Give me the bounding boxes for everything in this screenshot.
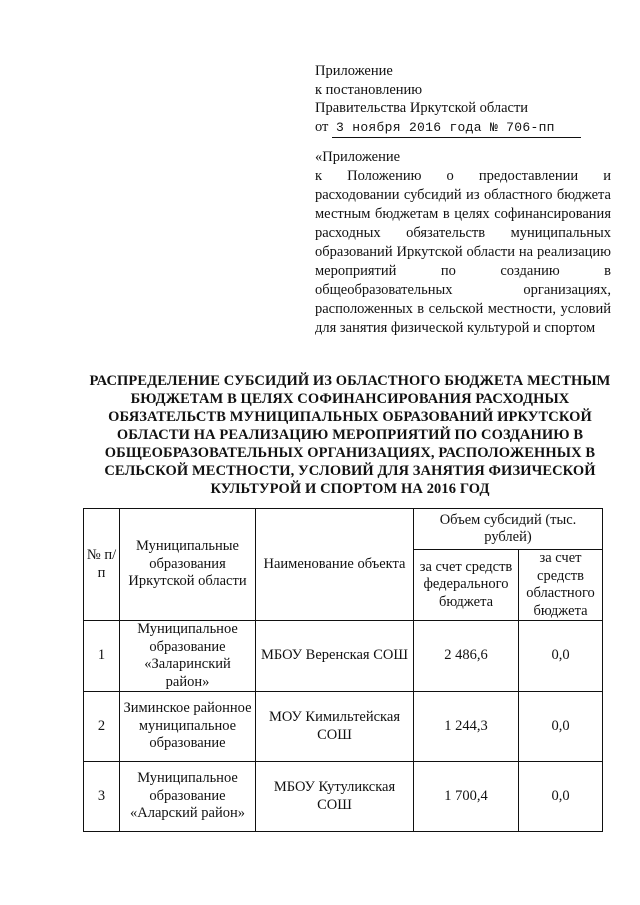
cell-municipality: Зиминское районное муниципальное образование <box>120 692 256 762</box>
appendix-date-line <box>315 118 615 139</box>
cell-num: 1 <box>84 621 120 692</box>
header-municipality: Муниципальные образования Иркутской области <box>120 509 256 621</box>
header-num: № п/п <box>84 509 120 621</box>
document-title: РАСПРЕДЕЛЕНИЕ СУБСИДИЙ ИЗ ОБЛАСТНОГО БЮДЖЕТА МЕСТНЫМ БЮДЖЕТАМ В ЦЕЛЯХ СОФИНАНСИРОВАНИЯ РАСХОДНЫХ ОБЯЗАТЕЛЬСТВ МУНИЦИПАЛЬНЫХ ОБРАЗОВАНИЙ ИРКУТСКОЙ ОБЛАСТИ НА РЕАЛИЗАЦИЮ МЕРОПРИЯТИЙ ПО СОЗДАНИЮ В ОБЩЕОБРАЗОВАТЕЛЬНЫХ ОРГАНИЗАЦИЯХ, РАСПОЛОЖЕННЫХ В СЕЛЬСКОЙ МЕСТНОСТИ, УСЛОВИЙ ДЛЯ ЗАНЯТИЯ ФИЗИЧЕСКОЙ КУЛЬТУРОЙ И СПОРТОМ НА 2016 ГОД <box>89 373 611 497</box>
cell-regional: 0,0 <box>519 762 603 832</box>
cell-object: МОУ Кимильтейская СОШ <box>256 692 414 762</box>
cell-object: МБОУ Веренская СОШ <box>256 621 414 692</box>
header-regional: за счет средств областного бюджета <box>519 550 603 621</box>
cell-regional: 0,0 <box>519 621 603 692</box>
appendix-line-3: Правительства Иркутской области <box>315 100 529 116</box>
appendix-header <box>315 62 615 138</box>
cell-num: 2 <box>84 692 120 762</box>
cell-object: МБОУ Кутуликская СОШ <box>256 762 414 832</box>
cell-num: 3 <box>84 762 120 832</box>
appendix-line-1: Приложение <box>315 63 393 79</box>
cell-municipality: Муниципальное образование «Заларинский район» <box>120 621 256 692</box>
appendix-date-value: 3 ноября 2016 года № 706-пп <box>332 119 581 139</box>
table-row <box>84 692 603 762</box>
cell-regional: 0,0 <box>519 692 603 762</box>
cell-federal: 1 244,3 <box>414 692 519 762</box>
regulation-appendix <box>315 148 611 338</box>
subsidy-table <box>83 508 603 832</box>
cell-federal: 2 486,6 <box>414 621 519 692</box>
header-object: Наименование объекта <box>256 509 414 621</box>
regulation-appendix-title: «Приложение <box>315 149 401 165</box>
regulation-appendix-body: к Положению о предоставлении и расходовании субсидий из областного бюджета местным бюджетам в целях софинансирования расходных обязательств муниципальных образований Иркутской области на реализацию мероприятий по созданию в общеобразовательных организациях, расположенных в сельской местности, условий для занятия физической культурой и спортом <box>315 168 611 336</box>
table-row <box>84 621 603 692</box>
appendix-date-prefix: от <box>315 118 329 135</box>
header-federal: за счет средств федерального бюджета <box>414 550 519 621</box>
appendix-line-2: к постановлению <box>315 81 423 98</box>
table-row <box>84 762 603 832</box>
header-volume: Объем субсидий (тыс. рублей) <box>414 509 603 550</box>
cell-federal: 1 700,4 <box>414 762 519 832</box>
cell-municipality: Муниципальное образование «Аларский район» <box>120 762 256 832</box>
